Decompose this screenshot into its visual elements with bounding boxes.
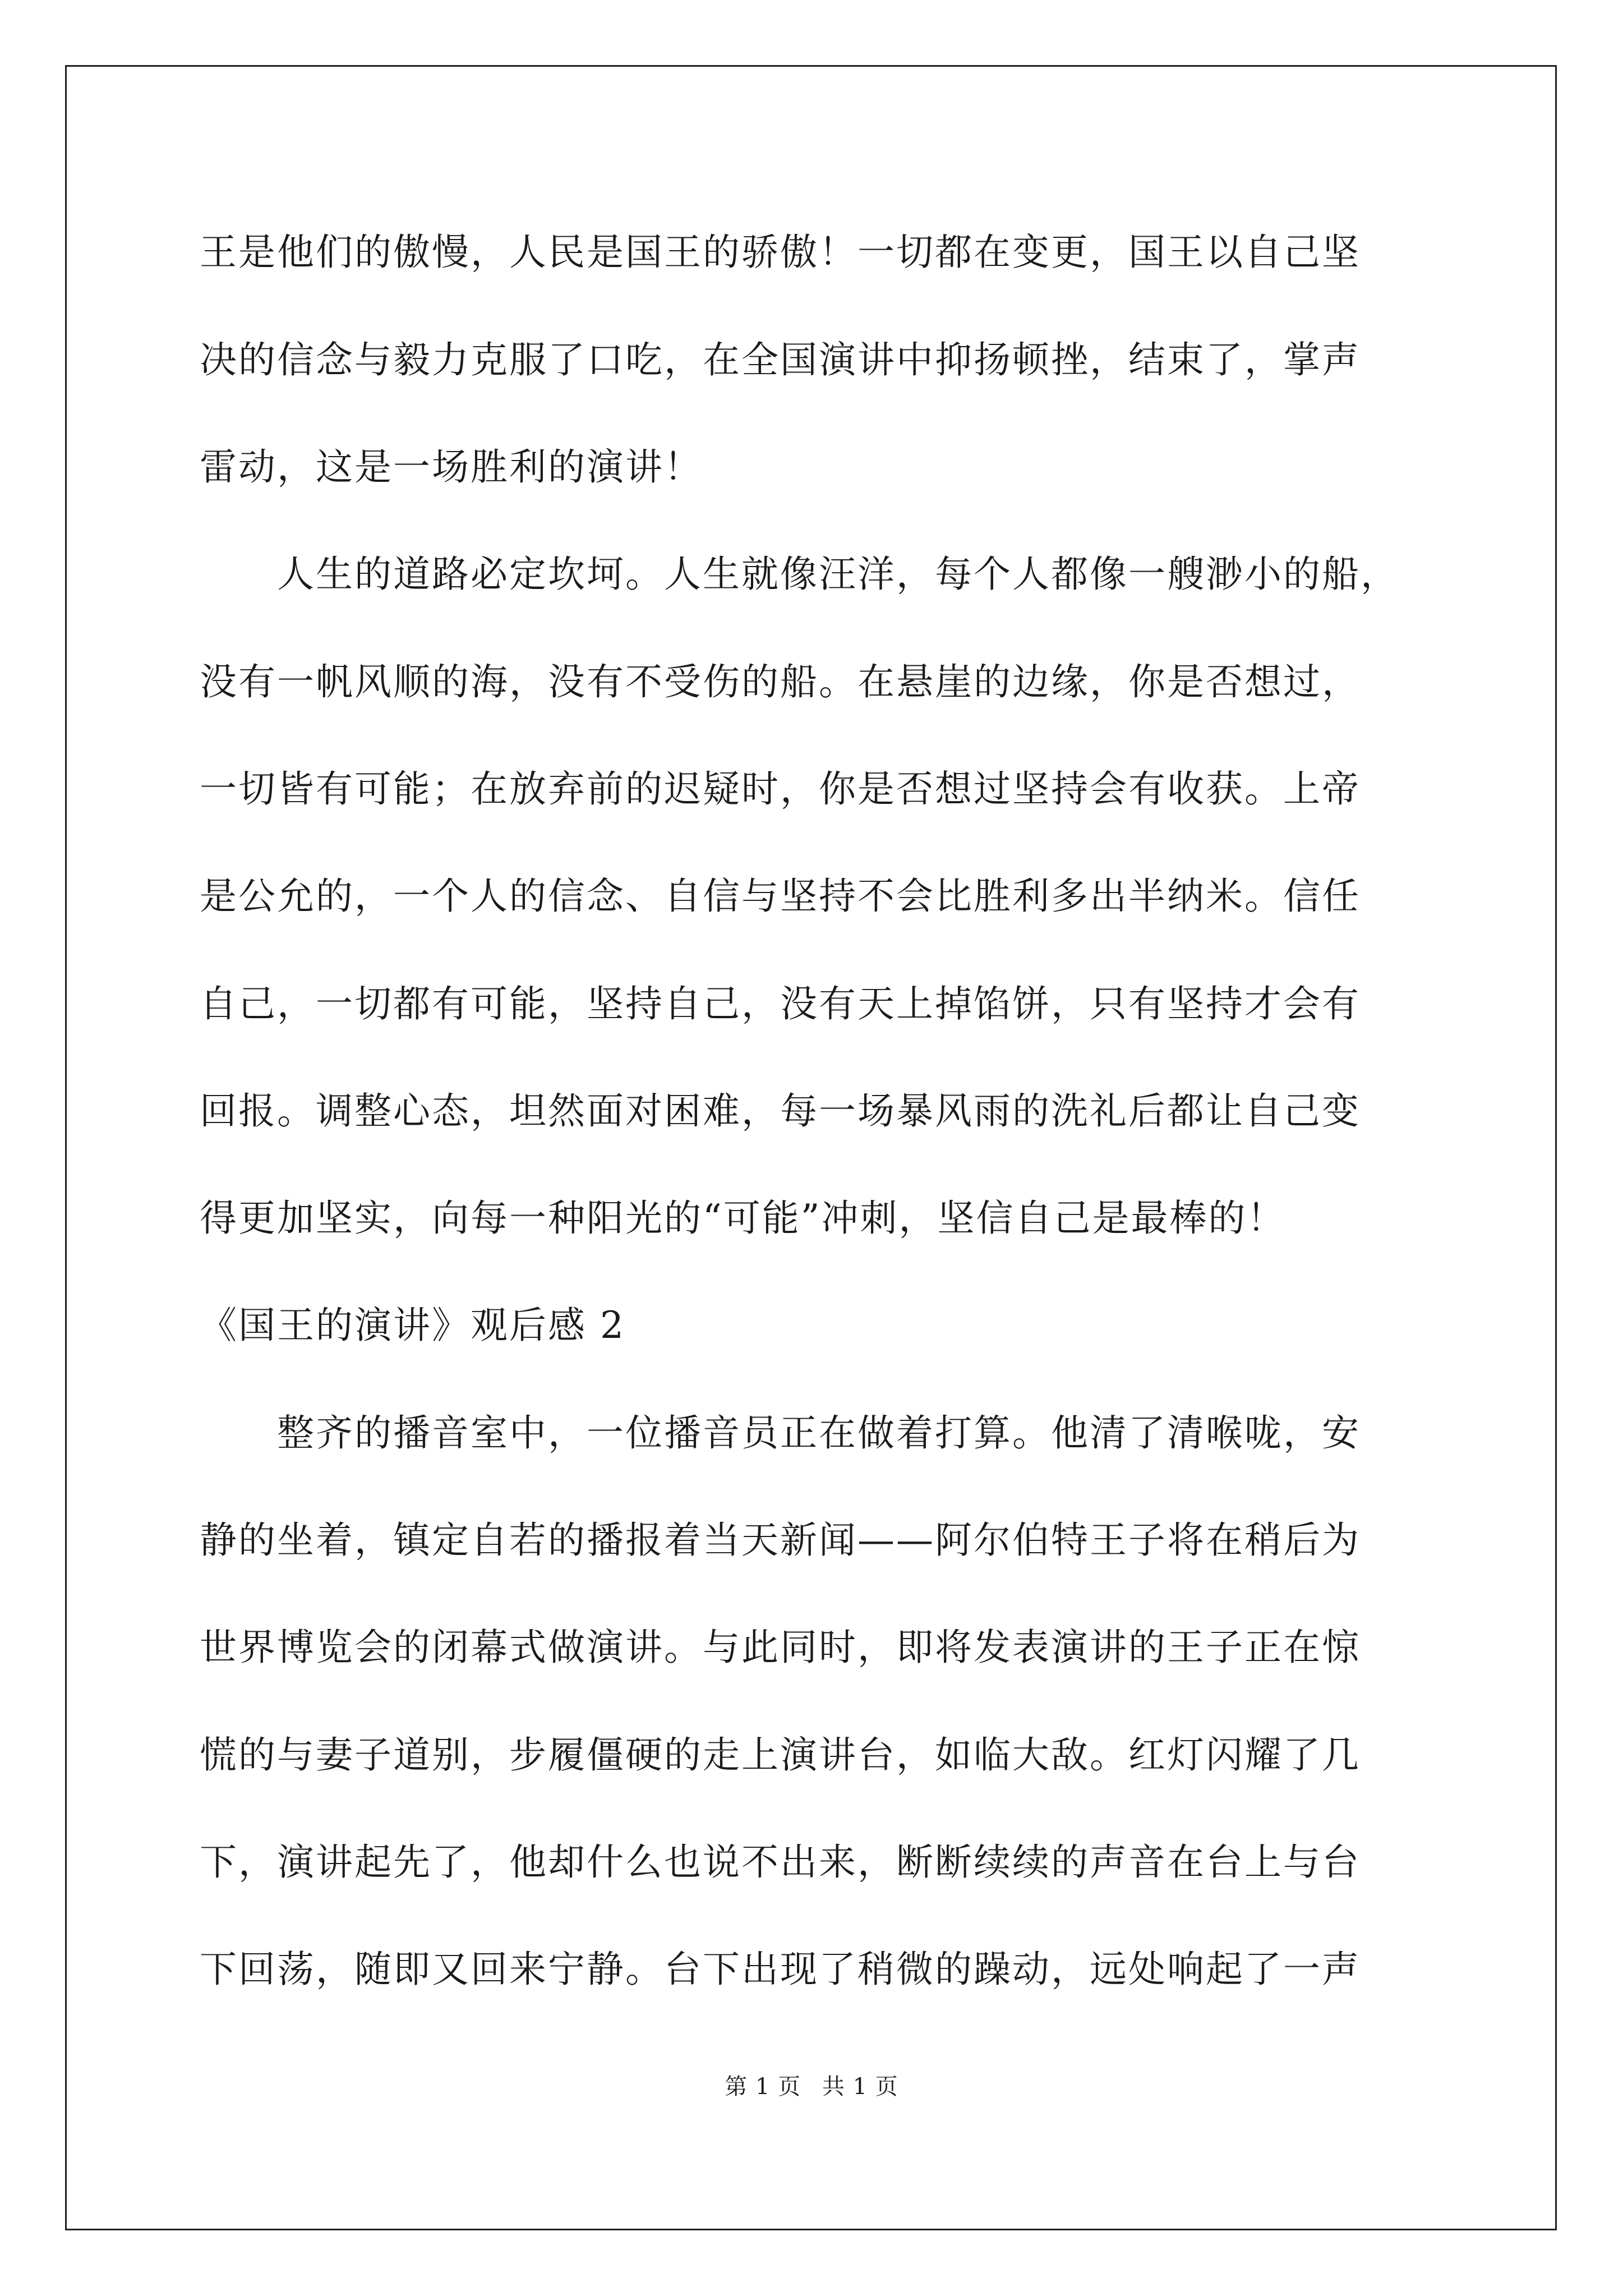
page-total: 共 1 页 — [822, 2074, 898, 2100]
text-line: 下，演讲起先了，他却什么也说不出来，断断续续的声音在台上与台 — [200, 1841, 1361, 1884]
paragraph-first-line: 整齐的播音室中，一位播音员正在做着打算。他清了清喉咙，安 — [200, 1411, 1361, 1455]
text-line: 决的信念与毅力克服了口吃，在全国演讲中抑扬顿挫，结束了，掌声 — [200, 338, 1361, 381]
text-line: 一切皆有可能；在放弃前的迟疑时，你是否想过坚持会有收获。上帝 — [200, 767, 1361, 811]
page-frame — [65, 65, 1557, 2230]
text-line: 得更加坚实，向每一种阳光的“可能”冲刺，坚信自己是最棒的！ — [200, 1197, 1286, 1240]
page-footer — [0, 2073, 1623, 2101]
page-number: 第 1 页 — [725, 2074, 801, 2100]
text-line: 静的坐着，镇定自若的播报着当天新闻——阿尔伯特王子将在稍后为 — [200, 1519, 1361, 1562]
text-line: 慌的与妻子道别，步履僵硬的走上演讲台，如临大敌。红灯闪耀了几 — [200, 1733, 1361, 1777]
text-line: 下回荡，随即又回来宁静。台下出现了稍微的躁动，远处响起了一声 — [200, 1948, 1361, 1991]
text-line: 回报。调整心态，坦然面对困难，每一场暴风雨的洗礼后都让自己变 — [200, 1089, 1361, 1133]
text-line: 没有一帆风顺的海，没有不受伤的船。在悬崖的边缘，你是否想过， — [200, 660, 1361, 703]
text-line: 世界博览会的闭幕式做演讲。与此同时，即将发表演讲的王子正在惊 — [200, 1626, 1361, 1669]
section-heading: 《国王的演讲》观后感 2 — [200, 1304, 625, 1347]
text-line: 王是他们的傲慢，人民是国王的骄傲！一切都在变更，国王以自己坚 — [200, 231, 1361, 274]
paragraph-first-line: 人生的道路必定坎坷。人生就像汪洋，每个人都像一艘渺小的船， — [200, 553, 1399, 596]
text-line: 雷动，这是一场胜利的演讲！ — [200, 445, 703, 489]
text-line: 是公允的，一个人的信念、自信与坚持不会比胜利多出半纳米。信任 — [200, 875, 1361, 918]
text-line: 自己，一切都有可能，坚持自己，没有天上掉馅饼，只有坚持才会有 — [200, 982, 1361, 1025]
